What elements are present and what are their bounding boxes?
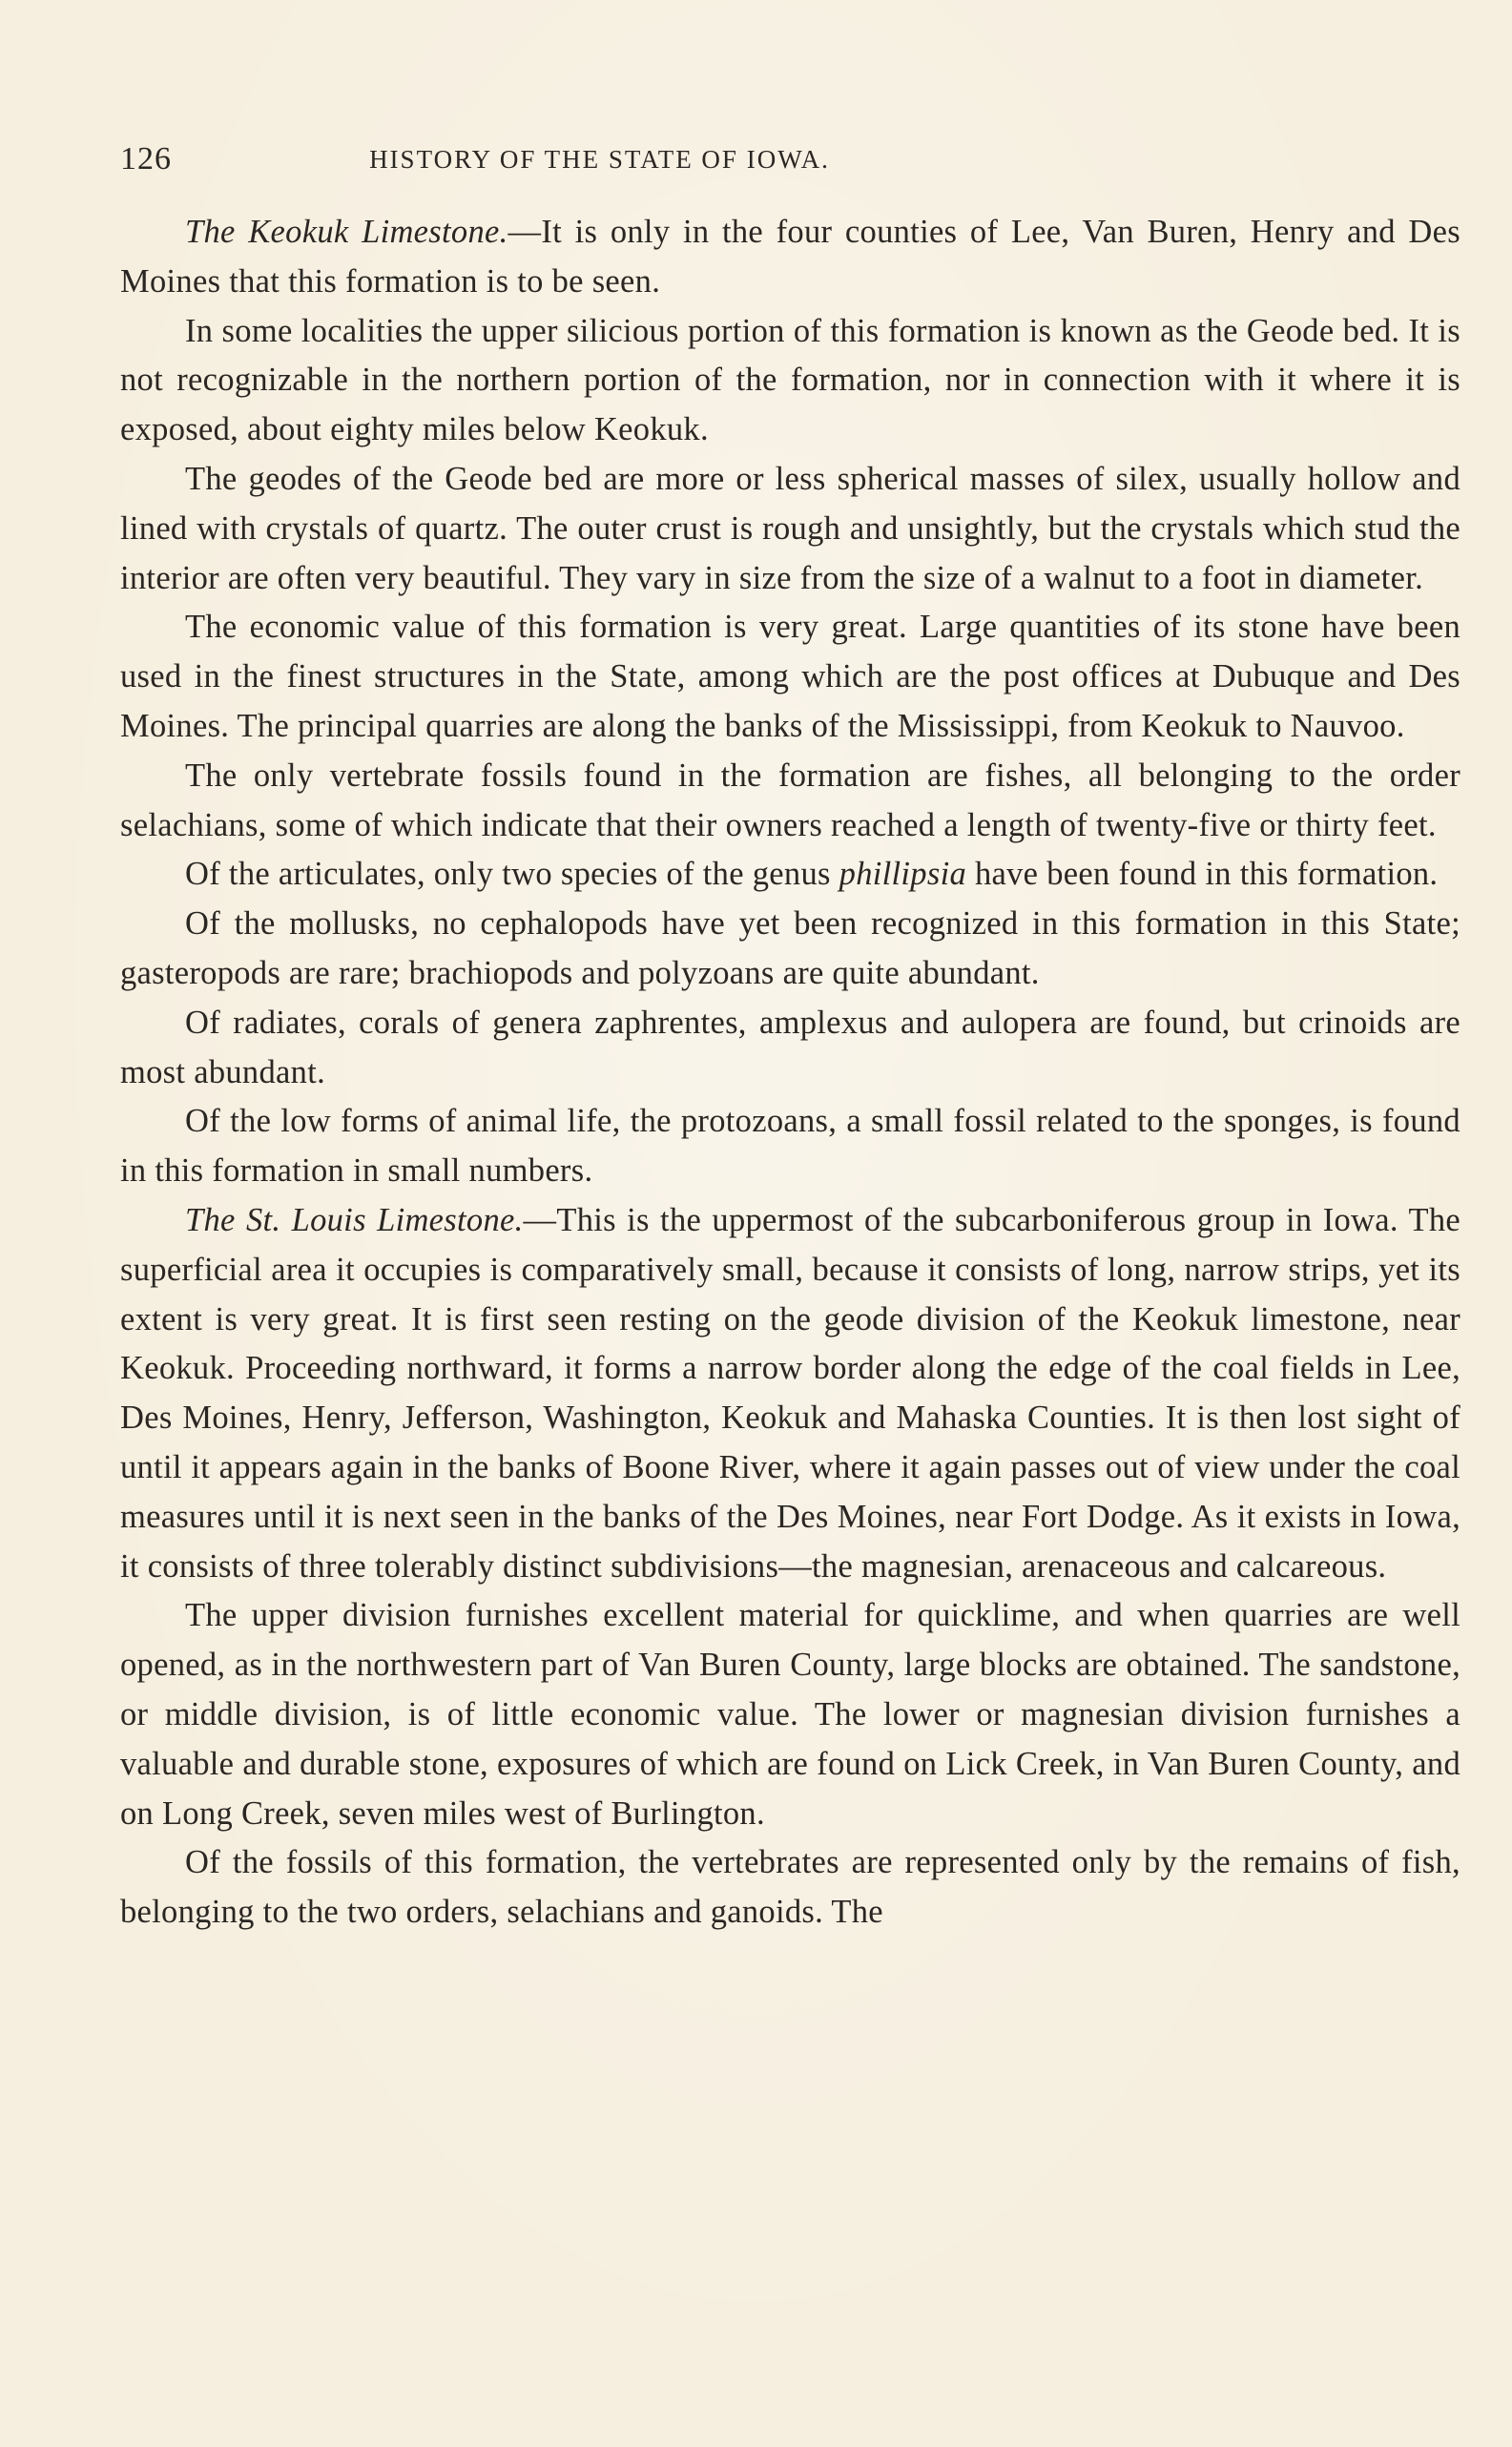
paragraph-fossils: Of the fossils of this formation, the vertebrates are represented only by the remains of fish, belonging to the two orders, selachians and ganoids. The [120, 1844, 1460, 1931]
body-text [120, 208, 1460, 1938]
running-head: HISTORY OF THE STATE OF IOWA. [369, 145, 830, 174]
paragraph-geodes: The geodes of the Geode bed are more or less spherical masses of silex, usually hollow and lined with crystals of quartz. The outer crust is rough and unsightly, but the crystals which stud the interior are often very beautiful. They vary in size from the size of a walnut to a foot in diameter. [120, 460, 1460, 596]
paragraph-st-louis-limestone: The St. Louis Limestone.—This is the uppermost of the subcarboniferous group in Iowa. The superficial area it occupies is comparatively small, because it consists of long, narrow strips, yet its extent is very great. It is first seen resting on the geode division of the Keokuk limestone, near Keokuk. Proceeding northward, it forms a narrow border along the edge of the coal fields in Lee, Des Moines, Henry, Jefferson, Washington, Keokuk and Mahaska Counties. It is then lost sight of until it appears again in the banks of Boone River, where it again passes out of view under the coal measures until it is next seen in the banks of the Des Moines, near Fort Dodge. As it exists in Iowa, it consists of three tolerably distinct subdivisions—the magnesian, arenaceous and calcareous. [120, 1201, 1460, 1585]
paragraph-economic-value: The economic value of this formation is very great. Large quantities of its stone have been used in the finest structures in the State, among which are the post offices at Dubuque and Des Moines. The principal quarries are along the banks of the Mississippi, from Keokuk to Nauvoo. [120, 609, 1460, 744]
section-heading-keokuk-limestone: The Keokuk Limestone. [185, 214, 508, 250]
paragraph-upper-division: The upper division furnishes excellent material for quicklime, and when quarries are well opened, as in the northwestern part of Van Buren County, large blocks are obtained. The sandstone, or middle division, is of little economic value. The lower or magnesian division furnishes a valuable and durable stone, exposures of which are found on Lick Creek, in Van Buren County, and on Long Creek, seven miles west of Burlington. [120, 1597, 1460, 1832]
paragraph-keokuk-limestone: The Keokuk Limestone.—It is only in the four counties of Lee, Van Buren, Henry and Des Moines that this formation is to be seen. [120, 214, 1460, 300]
paragraph-protozoans: Of the low forms of animal life, the protozoans, a small fossil related to the sponges, is found in this formation in small numbers. [120, 1103, 1460, 1190]
paragraph-articulates: Of the articulates, only two species of the genus phillipsia have been found in this formation. [185, 856, 1439, 893]
section-heading-st-louis-limestone: The St. Louis Limestone. [185, 1201, 524, 1238]
page-number: 126 [120, 141, 172, 176]
paragraph-geode-bed: In some localities the upper silicious portion of this formation is known as the Geode bed. It is not recognizable in the northern portion of the formation, nor in connection with it where it is exposed, about eighty miles below Keokuk. [120, 312, 1460, 448]
paragraph-mollusks: Of the mollusks, no cephalopods have yet been recognized in this formation in this State; gasteropods are rare; brachiopods and polyzoans are quite abundant. [120, 905, 1460, 991]
paragraph-radiates: Of radiates, corals of genera zaphrentes, amplexus and aulopera are found, but crinoids are most abundant. [120, 1004, 1460, 1090]
paragraph-vertebrate-fossils: The only vertebrate fossils found in the formation are fishes, all belonging to the order selachians, some of which indicate that their owners reached a length of twenty-five or thirty feet. [120, 757, 1460, 843]
page-header [120, 141, 1079, 179]
genus-name: phillipsia [839, 856, 967, 893]
